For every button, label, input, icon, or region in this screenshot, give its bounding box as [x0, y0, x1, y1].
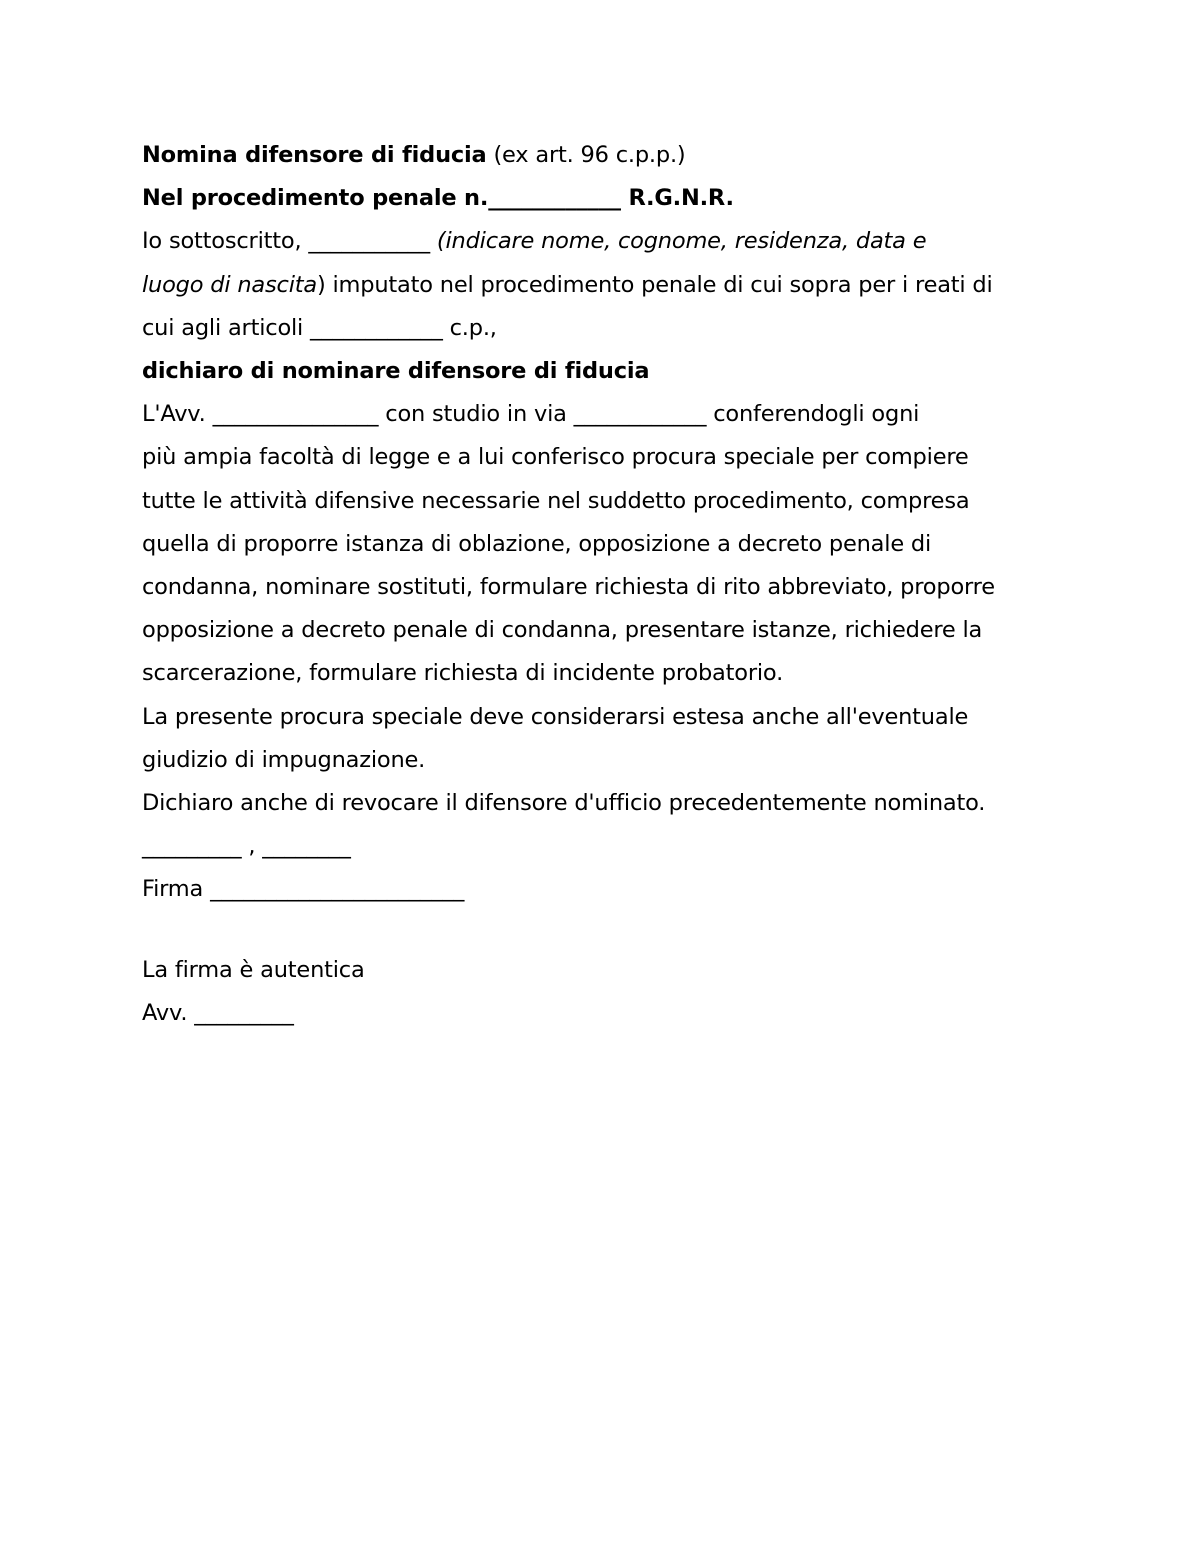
body-line: condanna, nominare sostituti, formulare richiesta di rito abbreviato, proporre	[142, 574, 995, 601]
authentication-line: La firma è autentica	[142, 956, 365, 983]
signatory-charges: ) imputato nel procedimento penale di cui sopra per i reati di	[316, 271, 993, 298]
body-line: giudizio di impugnazione.	[142, 746, 426, 773]
spacer	[142, 912, 1072, 949]
body-line: quella di proporre istanza di oblazione, opposizione a decreto penale di	[142, 530, 932, 557]
signature-line: Firma _______________________	[142, 876, 465, 903]
place-date-line: _________ , ________	[142, 833, 351, 860]
body-line: più ampia facoltà di legge e a lui conferisco procura speciale per compiere	[142, 444, 969, 471]
signatory-instructions-cont: luogo di nascita	[142, 271, 317, 298]
document-body	[142, 134, 1072, 1035]
signatory-instructions: (indicare nome, cognome, residenza, data e	[436, 228, 927, 255]
body-line: La presente procura speciale deve considerarsi estesa anche all'eventuale	[142, 703, 969, 730]
body-line: Dichiaro anche di revocare il difensore d'ufficio precedentemente nominato.	[142, 790, 986, 817]
title-reference: (ex art. 96 c.p.p.)	[486, 142, 686, 168]
document-title	[142, 134, 1072, 177]
lawyer-line: Avv. _________	[142, 999, 294, 1026]
body-line: scarcerazione, formulare richiesta di incidente probatorio.	[142, 660, 784, 687]
signatory-line-2	[142, 264, 1072, 307]
body-line: L'Avv. _______________ con studio in via ____________ conferendogli ogni	[142, 401, 920, 428]
signatory-prefix: Io sottoscritto, ___________	[142, 228, 437, 255]
body-line: tutte le attività difensive necessarie nel suddetto procedimento, compresa	[142, 487, 970, 514]
signatory-line-1	[142, 220, 1072, 263]
proceeding-number-line: Nel procedimento penale n.____________ R.G.N.R.	[142, 185, 734, 212]
declaration-heading: dichiaro di nominare difensore di fiducia	[142, 358, 650, 385]
title-bold: Nomina difensore di fiducia	[142, 142, 487, 168]
body-line: opposizione a decreto penale di condanna, presentare istanze, richiedere la	[142, 617, 983, 644]
signatory-articles: cui agli articoli ____________ c.p.,	[142, 314, 497, 341]
